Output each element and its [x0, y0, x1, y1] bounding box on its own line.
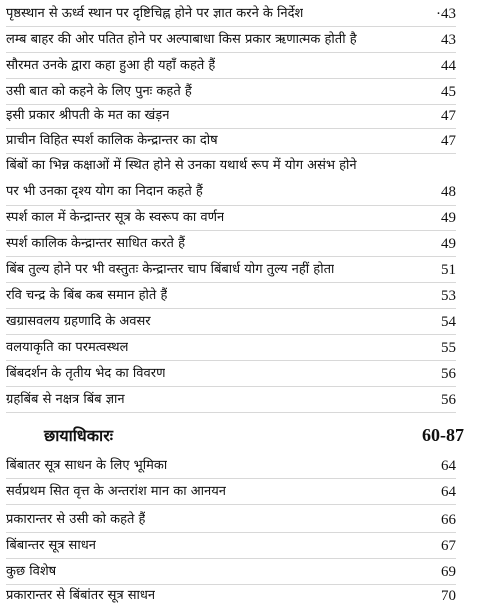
toc-entry-title: बिंबातर सूत्र साधन के लिए भूमिका: [6, 458, 168, 473]
row-divider: [6, 52, 456, 53]
toc-entry: [6, 584, 456, 608]
toc-entry-title: खग्रासवलय ग्रहणादि के अवसर: [6, 314, 151, 329]
toc-entry-title: लम्ब बाहर की ओर पतित होने पर अल्पाबाधा किस प्रकार ऋणात्मक होती है: [6, 32, 357, 47]
row-divider: [6, 532, 456, 533]
toc-entry-title: प्रकारान्तर से बिंबांतर सूत्र साधन: [6, 588, 156, 603]
toc-entry-title: सर्वप्रथम सित वृत्त के अन्तरांश मान का आनयन: [6, 484, 227, 499]
toc-entry: [6, 232, 456, 256]
toc-entry-page: 56: [441, 366, 456, 382]
section-page-range: 60-87: [422, 424, 464, 445]
toc-entry: [6, 2, 456, 26]
toc-entry-title: प्रकारान्तर से उसी को कहते हैं: [6, 512, 146, 527]
toc-entry-title: उसी बात को कहने के लिए पुनः कहते हैं: [6, 84, 192, 99]
toc-entry-page: 66: [441, 512, 456, 528]
section-heading: [6, 420, 474, 450]
section-title: छायाधिकारः: [44, 426, 113, 445]
toc-entry: [6, 560, 456, 584]
toc-entry-title: ग्रहबिंब से नक्षत्र बिंब ज्ञान: [6, 392, 125, 407]
toc-entry-page: 53: [441, 288, 456, 304]
row-divider: [6, 386, 456, 387]
toc-entry: [6, 362, 456, 386]
toc-entry: [6, 129, 456, 153]
row-divider: [6, 334, 456, 335]
toc-entry-page: 64: [441, 458, 456, 474]
toc-entry: [6, 206, 456, 230]
toc-entry: [6, 336, 456, 360]
toc-entry: [6, 310, 456, 334]
row-divider: [6, 230, 456, 231]
row-divider: [6, 78, 456, 79]
toc-entry-page: ·43: [436, 6, 456, 22]
row-divider: [6, 282, 456, 283]
toc-entry-title: वलयाकृति का परमत्वस्थल: [6, 340, 129, 355]
toc-entry-page: 64: [441, 484, 456, 500]
row-divider: [6, 308, 456, 309]
toc-entry-title: पृष्ठस्थान से ऊर्ध्व स्थान पर दृष्टिचिह्न होने पर ज्ञात करने के निर्देश: [6, 6, 304, 21]
toc-entry-title-line1: बिंबों का भिन्न कक्षाओं में स्थित होने से उनका यथार्थ रूप में योग असंभ होने: [6, 158, 357, 173]
toc-entry-title: सौरमत उनके द्वारा कहा हुआ ही यहाँ कहते हैं: [6, 58, 216, 73]
toc-entry-page: 44: [441, 58, 456, 74]
row-divider: [6, 478, 456, 479]
toc-entry-page: 47: [441, 133, 456, 149]
toc-entry-page: 49: [441, 210, 456, 226]
toc-entry-title: स्पर्श कालिक केन्द्रान्तर साधित करते हैं: [6, 236, 186, 251]
toc-entry-page: 70: [441, 588, 456, 604]
toc-entry-page: 54: [441, 314, 456, 330]
toc-entry: [6, 480, 456, 504]
toc-entry: [6, 284, 456, 308]
toc-entry-page: 49: [441, 236, 456, 252]
toc-entry-page: 67: [441, 538, 456, 554]
toc-entry-title-line2: पर भी उनका दृश्य योग का निदान कहते हैं: [6, 184, 203, 199]
toc-entry-title: रवि चन्द्र के बिंब कब समान होते हैं: [6, 288, 168, 303]
toc-entry: [6, 104, 456, 128]
toc-entry-multiline-first: [6, 154, 456, 178]
toc-entry-page: 45: [441, 84, 456, 100]
toc-entry-title: प्राचीन विहित स्पर्श कालिक केन्द्रान्तर का दोष: [6, 133, 218, 148]
toc-entry-title: बिंबान्तर सूत्र साधन: [6, 538, 96, 553]
toc-entry-page: 56: [441, 392, 456, 408]
toc-entry: [6, 534, 456, 558]
toc-entry: [6, 80, 456, 104]
toc-entry-page: 43: [441, 32, 456, 48]
toc-entry-page: 48: [441, 184, 456, 200]
row-divider: [6, 558, 456, 559]
row-divider: [6, 412, 456, 413]
toc-entry-multiline-second: [6, 180, 456, 204]
toc-entry: [6, 258, 456, 282]
toc-entry: [6, 28, 456, 52]
toc-entry-title: बिंब तुल्य होने पर भी वस्तुतः केन्द्रान्तर चाप बिंबार्ध योग तुल्य नहीं होता: [6, 262, 335, 277]
toc-entry: [6, 508, 456, 532]
toc-entry-page: 47: [441, 108, 456, 124]
row-divider: [6, 360, 456, 361]
toc-entry-page: 51: [441, 262, 456, 278]
toc-entry-title: बिंबदर्शन के तृतीय भेद का विवरण: [6, 366, 166, 381]
row-divider: [6, 26, 456, 27]
toc-entry: [6, 54, 456, 78]
toc-entry-title: कुछ विशेष: [6, 564, 57, 579]
toc-entry-page: 69: [441, 564, 456, 580]
row-divider: [6, 504, 456, 505]
toc-entry-title: इसी प्रकार श्रीपती के मत का खंड़न: [6, 108, 170, 123]
toc-entry: [6, 388, 456, 412]
toc-entry-title: स्पर्श काल में केन्द्रान्तर सूत्र के स्वरूप का वर्णन: [6, 210, 225, 225]
row-divider: [6, 256, 456, 257]
toc-entry: [6, 454, 456, 478]
toc-entry-page: 55: [441, 340, 456, 356]
